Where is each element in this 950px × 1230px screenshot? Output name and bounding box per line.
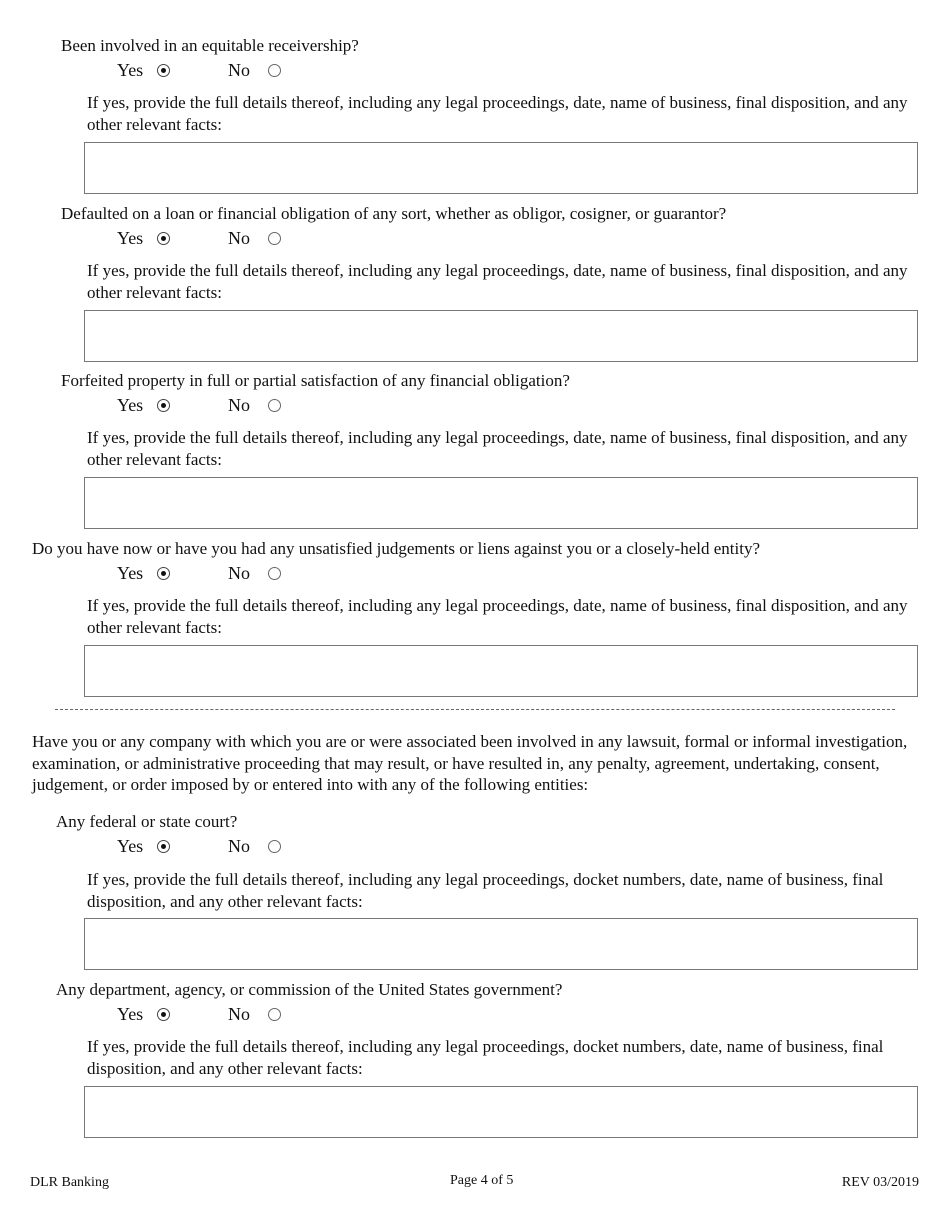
- yes-radio[interactable]: [157, 399, 170, 412]
- yes-label: Yes: [117, 395, 144, 415]
- details-textbox[interactable]: [84, 142, 918, 194]
- question-receivership: Been involved in an equitable receivership?: [61, 36, 359, 55]
- no-label: No: [228, 60, 250, 80]
- yes-no-group: [117, 228, 297, 248]
- details-textbox[interactable]: [84, 310, 918, 362]
- question-federal-state-court: Any federal or state court?: [56, 812, 238, 831]
- yes-label: Yes: [117, 60, 144, 80]
- no-label: No: [228, 563, 250, 583]
- yes-radio[interactable]: [157, 232, 170, 245]
- detail-instructions: If yes, provide the full details thereof, including any legal proceedings, docket numbers, date, name of business, final disposition, and any other relevant facts:: [87, 870, 884, 911]
- no-label: No: [228, 1004, 250, 1024]
- detail-instructions: If yes, provide the full details thereof, including any legal proceedings, date, name of business, final disposition, and any other relevant facts:: [87, 261, 908, 302]
- no-radio[interactable]: [268, 232, 281, 245]
- details-textbox[interactable]: [84, 477, 918, 529]
- section-intro: Have you or any company with which you are or were associated been involved in any lawsuit, formal or informal investigation, examination, or administrative proceeding that may result, or have resulted in, any penalty, agreement, undertaking, consent, judgement, or order imposed by or entered into with any of the following entities:: [32, 732, 908, 794]
- yes-label: Yes: [117, 1004, 144, 1024]
- detail-instructions: If yes, provide the full details thereof, including any legal proceedings, date, name of business, final disposition, and any other relevant facts:: [87, 596, 908, 637]
- no-radio[interactable]: [268, 840, 281, 853]
- yes-radio[interactable]: [157, 64, 170, 77]
- details-textbox[interactable]: [84, 1086, 918, 1138]
- no-radio[interactable]: [268, 1008, 281, 1021]
- yes-no-group: [117, 1004, 297, 1024]
- yes-radio[interactable]: [157, 840, 170, 853]
- question-unsatisfied-judgements: Do you have now or have you had any unsatisfied judgements or liens against you or a closely-held entity?: [32, 539, 760, 558]
- footer-left: DLR Banking: [30, 1175, 109, 1190]
- question-forfeited-property: Forfeited property in full or partial satisfaction of any financial obligation?: [61, 371, 570, 390]
- detail-instructions: If yes, provide the full details thereof, including any legal proceedings, date, name of business, final disposition, and any other relevant facts:: [87, 428, 908, 469]
- section-divider: [55, 709, 895, 710]
- yes-label: Yes: [117, 228, 144, 248]
- no-radio[interactable]: [268, 567, 281, 580]
- yes-label: Yes: [117, 836, 144, 856]
- detail-instructions: If yes, provide the full details thereof, including any legal proceedings, docket numbers, date, name of business, final disposition, and any other relevant facts:: [87, 1037, 884, 1078]
- detail-instructions: If yes, provide the full details thereof, including any legal proceedings, date, name of business, final disposition, and any other relevant facts:: [87, 93, 908, 134]
- footer-revision: REV 03/2019: [841, 1175, 919, 1190]
- question-us-government: Any department, agency, or commission of the United States government?: [56, 980, 563, 999]
- details-textbox[interactable]: [84, 645, 918, 697]
- yes-no-group: [117, 836, 297, 856]
- yes-radio[interactable]: [157, 567, 170, 580]
- no-label: No: [228, 395, 250, 415]
- details-textbox[interactable]: [84, 918, 918, 970]
- no-label: No: [228, 836, 250, 856]
- no-label: No: [228, 228, 250, 248]
- yes-label: Yes: [117, 563, 144, 583]
- no-radio[interactable]: [268, 64, 281, 77]
- question-defaulted-loan: Defaulted on a loan or financial obligation of any sort, whether as obligor, cosigner, or guarantor?: [61, 204, 727, 223]
- yes-radio[interactable]: [157, 1008, 170, 1021]
- yes-no-group: [117, 395, 297, 415]
- yes-no-group: [117, 60, 297, 80]
- page-number: Page 4 of 5: [450, 1173, 514, 1188]
- no-radio[interactable]: [268, 399, 281, 412]
- yes-no-group: [117, 563, 297, 583]
